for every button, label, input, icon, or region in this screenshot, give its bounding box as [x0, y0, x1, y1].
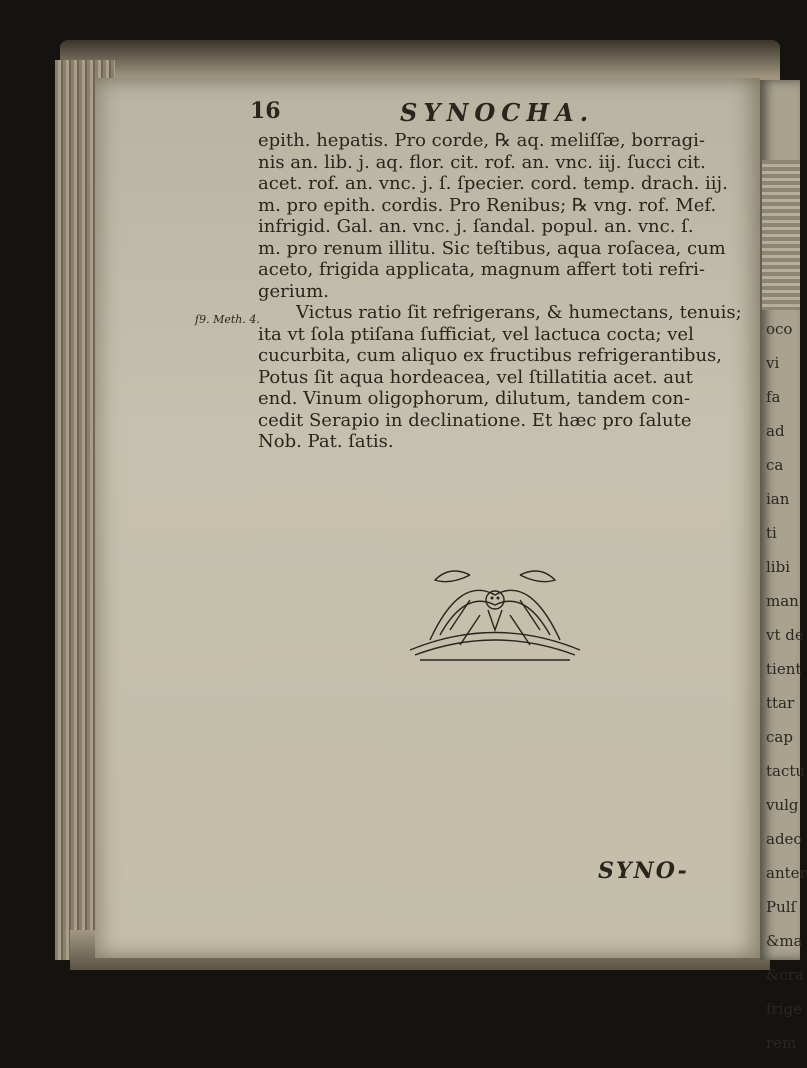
facing-line: oco	[766, 320, 793, 338]
marginal-note: ſ9. Meth. 4.	[195, 313, 260, 326]
text-line: epith. hepatis. Pro corde, ℞ aq. meliſſæ, borragi-	[258, 130, 705, 151]
facing-line: ca	[766, 456, 784, 474]
facing-line: rem	[766, 1034, 797, 1052]
text-line: aceto, frigida applicata, magnum affert toti refri-	[258, 259, 705, 280]
text-line: nis an. lib. j. aq. flor. cit. rof. an. vnc. iij. ſucci cit.	[258, 151, 706, 173]
text-line: cucurbita, cum aliquo ex fructibus refrigerantibus,	[258, 345, 723, 366]
facing-line: vulg	[766, 796, 799, 814]
text-line: Nob. Pat. ſatis.	[258, 431, 394, 452]
text-line: m. pro epith. cordis. Pro Renibus; ℞ vng. rof. Mef.	[258, 194, 717, 216]
facing-line: tient	[766, 660, 802, 678]
facing-line: ad	[766, 422, 785, 440]
facing-line: tactu	[766, 762, 806, 780]
text-line: Potus ſit aqua hordeacea, vel ſtillatitia acet. aut	[258, 366, 693, 388]
facing-line: man	[766, 592, 799, 610]
page-title: SYNOCHA.	[400, 98, 595, 127]
facing-line: Pulſ	[766, 898, 797, 916]
facing-line: ti	[766, 524, 777, 542]
body-text	[258, 130, 742, 453]
printers-ornament	[400, 555, 590, 665]
text-line: ita vt ſola ptiſana ſufficiat, vel lactuca cocta; vel	[258, 323, 694, 345]
facing-line: libi	[766, 558, 790, 576]
facing-line: cap	[766, 728, 793, 746]
facing-page-ruled-strip	[762, 160, 800, 310]
text-line: end. Vinum oligophorum, dilutum, tandem con-	[258, 388, 691, 409]
text-line: Victus ratio ſit refrigerans, & humectans, tenuis;	[296, 302, 742, 323]
text-line: acet. rof. an. vnc. j. ſ. ſpecier. cord. temp. drach. iij.	[258, 173, 728, 194]
catchword: SYNO-	[598, 858, 689, 884]
facing-line: anter	[766, 864, 807, 882]
text-line: gerium.	[258, 280, 329, 302]
page-number: 16	[250, 98, 281, 124]
facing-line: adeo	[766, 830, 803, 848]
facing-line: ian	[766, 490, 790, 508]
facing-line: frige	[766, 1000, 802, 1018]
facing-line: vt de	[766, 626, 804, 644]
facing-line: vi	[766, 354, 780, 372]
running-head	[250, 98, 730, 128]
text-line: infrigid. Gal. an. vnc. j. ſandal. popul. an. vnc. ſ.	[258, 216, 694, 237]
text-line: cedit Serapio in declinatione. Et hæc pro ſalute	[258, 409, 692, 431]
text-line: m. pro renum illitu. Sic teſtibus, aqua roſacea, cum	[258, 237, 726, 259]
facing-line: ttar	[766, 694, 795, 712]
facing-line: fa	[766, 388, 781, 406]
facing-line: &ma	[766, 932, 803, 950]
facing-line: &cra	[766, 966, 804, 984]
